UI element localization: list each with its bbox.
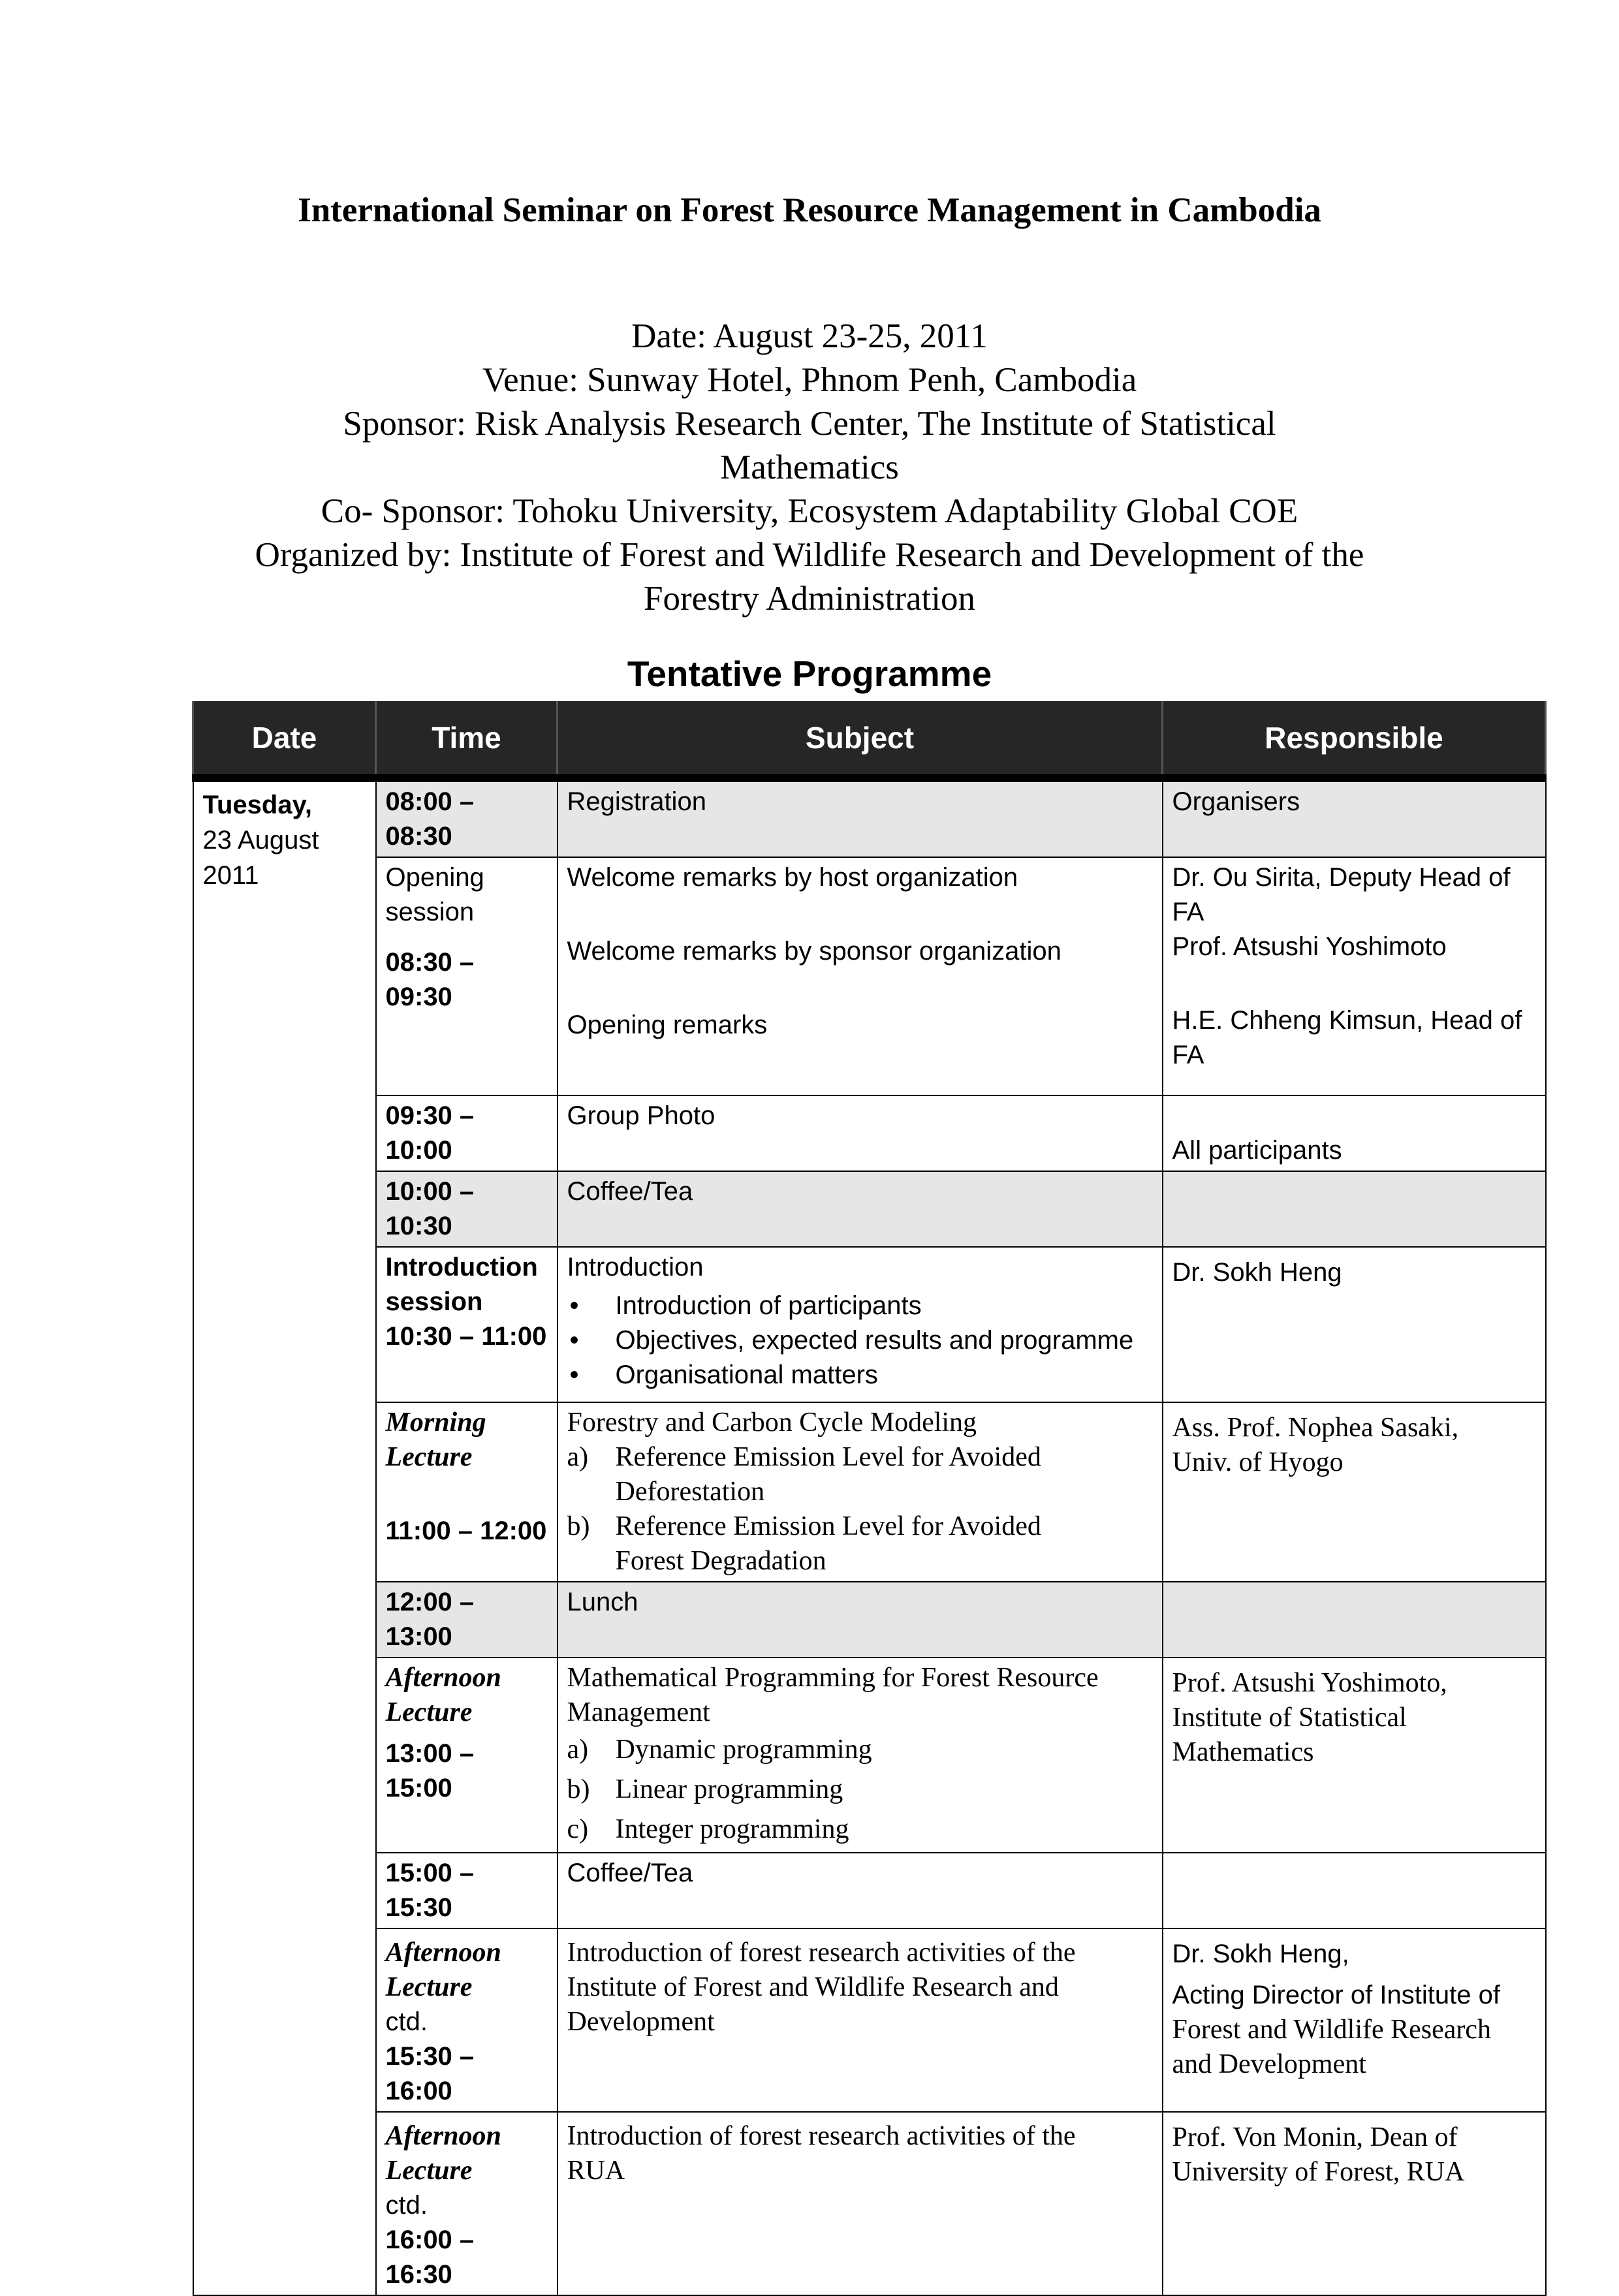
subject-cell xyxy=(558,1658,1163,1853)
programme-table xyxy=(192,701,1547,2296)
table-row xyxy=(193,1247,1546,1402)
time-cell xyxy=(376,1247,558,1402)
responsible-line: Prof. Atsushi Yoshimoto xyxy=(1172,932,1447,961)
event-details xyxy=(131,315,1488,621)
time-cell xyxy=(376,2112,558,2295)
subject-line: Opening remarks xyxy=(567,1011,768,1039)
session-label: Lecture xyxy=(385,1697,473,1727)
subject-cell: Lunch xyxy=(558,1582,1163,1658)
time-cell xyxy=(376,857,558,1095)
list-item: b) Reference Emission Level for Avoided Forest Degradation xyxy=(567,1511,1041,1576)
list-item: c) Integer programming xyxy=(567,1814,849,1844)
responsible-line: Prof. Atsushi Yoshimoto, xyxy=(1172,1668,1447,1698)
session-label: Afternoon xyxy=(385,1938,501,1968)
responsible-cell xyxy=(1163,1853,1546,1928)
session-label: session xyxy=(385,898,475,926)
responsible-cell xyxy=(1163,857,1546,1095)
subject-cell xyxy=(558,1247,1163,1402)
time-cell xyxy=(376,1928,558,2112)
subject-line: Institute of Forest and Wildlife Research and xyxy=(567,1972,1059,2002)
table-row xyxy=(193,1853,1546,1928)
time-cell: 12:00 – 13:00 xyxy=(376,1582,558,1658)
time-cell: 10:00 – 10:30 xyxy=(376,1171,558,1247)
responsible-line: H.E. Chheng Kimsun, Head of xyxy=(1172,1006,1522,1035)
header-date: Date xyxy=(193,701,376,778)
session-label: ctd. xyxy=(385,2007,428,2036)
lettered-list xyxy=(567,1440,1153,1579)
responsible-cell: All participants xyxy=(1163,1095,1546,1171)
responsible-cell xyxy=(1163,2112,1546,2295)
time-cell xyxy=(376,1658,558,1853)
session-label: Morning xyxy=(385,1407,486,1438)
header-time: Time xyxy=(376,701,558,778)
time-cell: 15:00 – 15:30 xyxy=(376,1853,558,1928)
responsible-line: Institute of Statistical xyxy=(1172,1703,1407,1733)
table-row xyxy=(193,857,1546,1095)
session-label: Afternoon xyxy=(385,1663,501,1693)
responsible-line: FA xyxy=(1172,1041,1204,1069)
responsible-line: Dr. Sokh Heng xyxy=(1172,1258,1342,1287)
time-label: 15:30 – 16:00 xyxy=(385,2042,475,2105)
subject-cell: Registration xyxy=(558,778,1163,857)
responsible-cell: Organisers xyxy=(1163,778,1546,857)
responsible-cell xyxy=(1163,1247,1546,1402)
time-label: 13:00 – 15:00 xyxy=(385,1739,475,1802)
session-label: session xyxy=(385,1287,483,1316)
responsible-line: Forest and Wildlife Research xyxy=(1172,2015,1492,2045)
subject-line: Introduction of forest research activities of the xyxy=(567,1938,1076,1968)
programme-title: Tentative Programme xyxy=(627,653,992,694)
time-cell: 08:00 – 08:30 xyxy=(376,778,558,857)
subject-cell xyxy=(558,1402,1163,1582)
session-label: Introduction xyxy=(385,1253,538,1282)
responsible-line: Prof. Von Monin, Dean of xyxy=(1172,2122,1458,2152)
table-row xyxy=(193,1928,1546,2112)
co-sponsor-line: Co- Sponsor: Tohoku University, Ecosystem Adaptability Global COE xyxy=(321,492,1298,530)
subject-line: Introduction of forest research activities of the xyxy=(567,2121,1076,2151)
responsible-line: Ass. Prof. Nophea Sasaki, xyxy=(1172,1413,1459,1443)
session-label: Opening xyxy=(385,863,484,892)
subject-cell xyxy=(558,2112,1163,2295)
organizer-line: Organized by: Institute of Forest and Wildlife Research and Development of the xyxy=(255,536,1364,574)
time-label: 08:30 – 09:30 xyxy=(385,948,475,1011)
page-title: International Seminar on Forest Resource Management in Cambodia xyxy=(298,191,1321,229)
subject-cell: Group Photo xyxy=(558,1095,1163,1171)
subject-cell: Coffee/Tea xyxy=(558,1171,1163,1247)
responsible-line: and Development xyxy=(1172,2049,1366,2079)
venue-line: Venue: Sunway Hotel, Phnom Penh, Cambodia xyxy=(482,361,1137,399)
programme-table-wrapper xyxy=(192,701,1545,2296)
subject-cell xyxy=(558,1928,1163,2112)
table-row xyxy=(193,2112,1546,2295)
table-row xyxy=(193,1402,1546,1582)
day-label: Tuesday, xyxy=(202,791,312,819)
session-label: Lecture xyxy=(385,2156,473,2186)
responsible-cell xyxy=(1163,1171,1546,1247)
responsible-line: Dr. Sokh Heng, xyxy=(1172,1940,1349,1968)
session-label: Lecture xyxy=(385,1972,473,2002)
subject-line: Forestry and Carbon Cycle Modeling xyxy=(567,1407,977,1438)
session-label: Lecture xyxy=(385,1442,473,1472)
list-item: a) Dynamic programming xyxy=(567,1735,872,1765)
subject-line: Management xyxy=(567,1697,710,1727)
header-subject: Subject xyxy=(558,701,1163,778)
table-row xyxy=(193,1658,1546,1853)
responsible-line: Univ. of Hyogo xyxy=(1172,1447,1344,1477)
time-label: 16:00 – 16:30 xyxy=(385,2225,475,2289)
list-item: • Introduction of participants xyxy=(567,1289,1153,1323)
responsible-line: Mathematics xyxy=(1172,1737,1314,1767)
subject-line: Introduction xyxy=(567,1253,704,1282)
date-cell xyxy=(193,778,376,2295)
list-item: • Organisational matters xyxy=(567,1358,1153,1392)
lettered-list xyxy=(567,1730,1153,1849)
responsible-cell xyxy=(1163,1402,1546,1582)
header-responsible: Responsible xyxy=(1163,701,1546,778)
time-label: 10:30 – 11:00 xyxy=(385,1322,547,1351)
time-cell: 09:30 – 10:00 xyxy=(376,1095,558,1171)
responsible-line: Acting Director of Institute of xyxy=(1172,1981,1500,2009)
time-cell xyxy=(376,1402,558,1582)
responsible-cell xyxy=(1163,1928,1546,2112)
table-row xyxy=(193,778,1546,857)
responsible-cell xyxy=(1163,1658,1546,1853)
time-label: 11:00 – 12:00 xyxy=(385,1517,547,1545)
subject-cell: Coffee/Tea xyxy=(558,1853,1163,1928)
table-row xyxy=(193,1095,1546,1171)
bullet-list xyxy=(567,1289,1153,1392)
organizer-line-cont: Forestry Administration xyxy=(644,580,975,618)
list-item: b) Linear programming xyxy=(567,1774,843,1804)
subject-line: Welcome remarks by host organization xyxy=(567,863,1018,892)
date-line: Date: August 23-25, 2011 xyxy=(631,317,988,355)
table-header-row xyxy=(193,701,1546,778)
subject-line: RUA xyxy=(567,2156,625,2186)
subject-line: Development xyxy=(567,2007,715,2037)
sponsor-line-cont: Mathematics xyxy=(720,448,899,486)
table-row xyxy=(193,1171,1546,1247)
list-item: a) Reference Emission Level for Avoided Deforestation xyxy=(567,1442,1041,1507)
subject-cell xyxy=(558,857,1163,1095)
year-label: 2011 xyxy=(202,861,259,890)
session-label: ctd. xyxy=(385,2191,428,2220)
subject-line: Welcome remarks by sponsor organization xyxy=(567,937,1061,966)
responsible-line: Dr. Ou Sirita, Deputy Head of FA xyxy=(1172,863,1511,926)
table-row xyxy=(193,1582,1546,1658)
session-label: Afternoon xyxy=(385,2121,501,2151)
list-item: • Objectives, expected results and programme xyxy=(567,1323,1153,1358)
date-label: 23 August xyxy=(202,826,319,855)
responsible-cell xyxy=(1163,1582,1546,1658)
sponsor-line: Sponsor: Risk Analysis Research Center, The Institute of Statistical xyxy=(343,405,1276,443)
subject-line: Mathematical Programming for Forest Resource xyxy=(567,1663,1099,1693)
responsible-line: University of Forest, RUA xyxy=(1172,2157,1465,2187)
